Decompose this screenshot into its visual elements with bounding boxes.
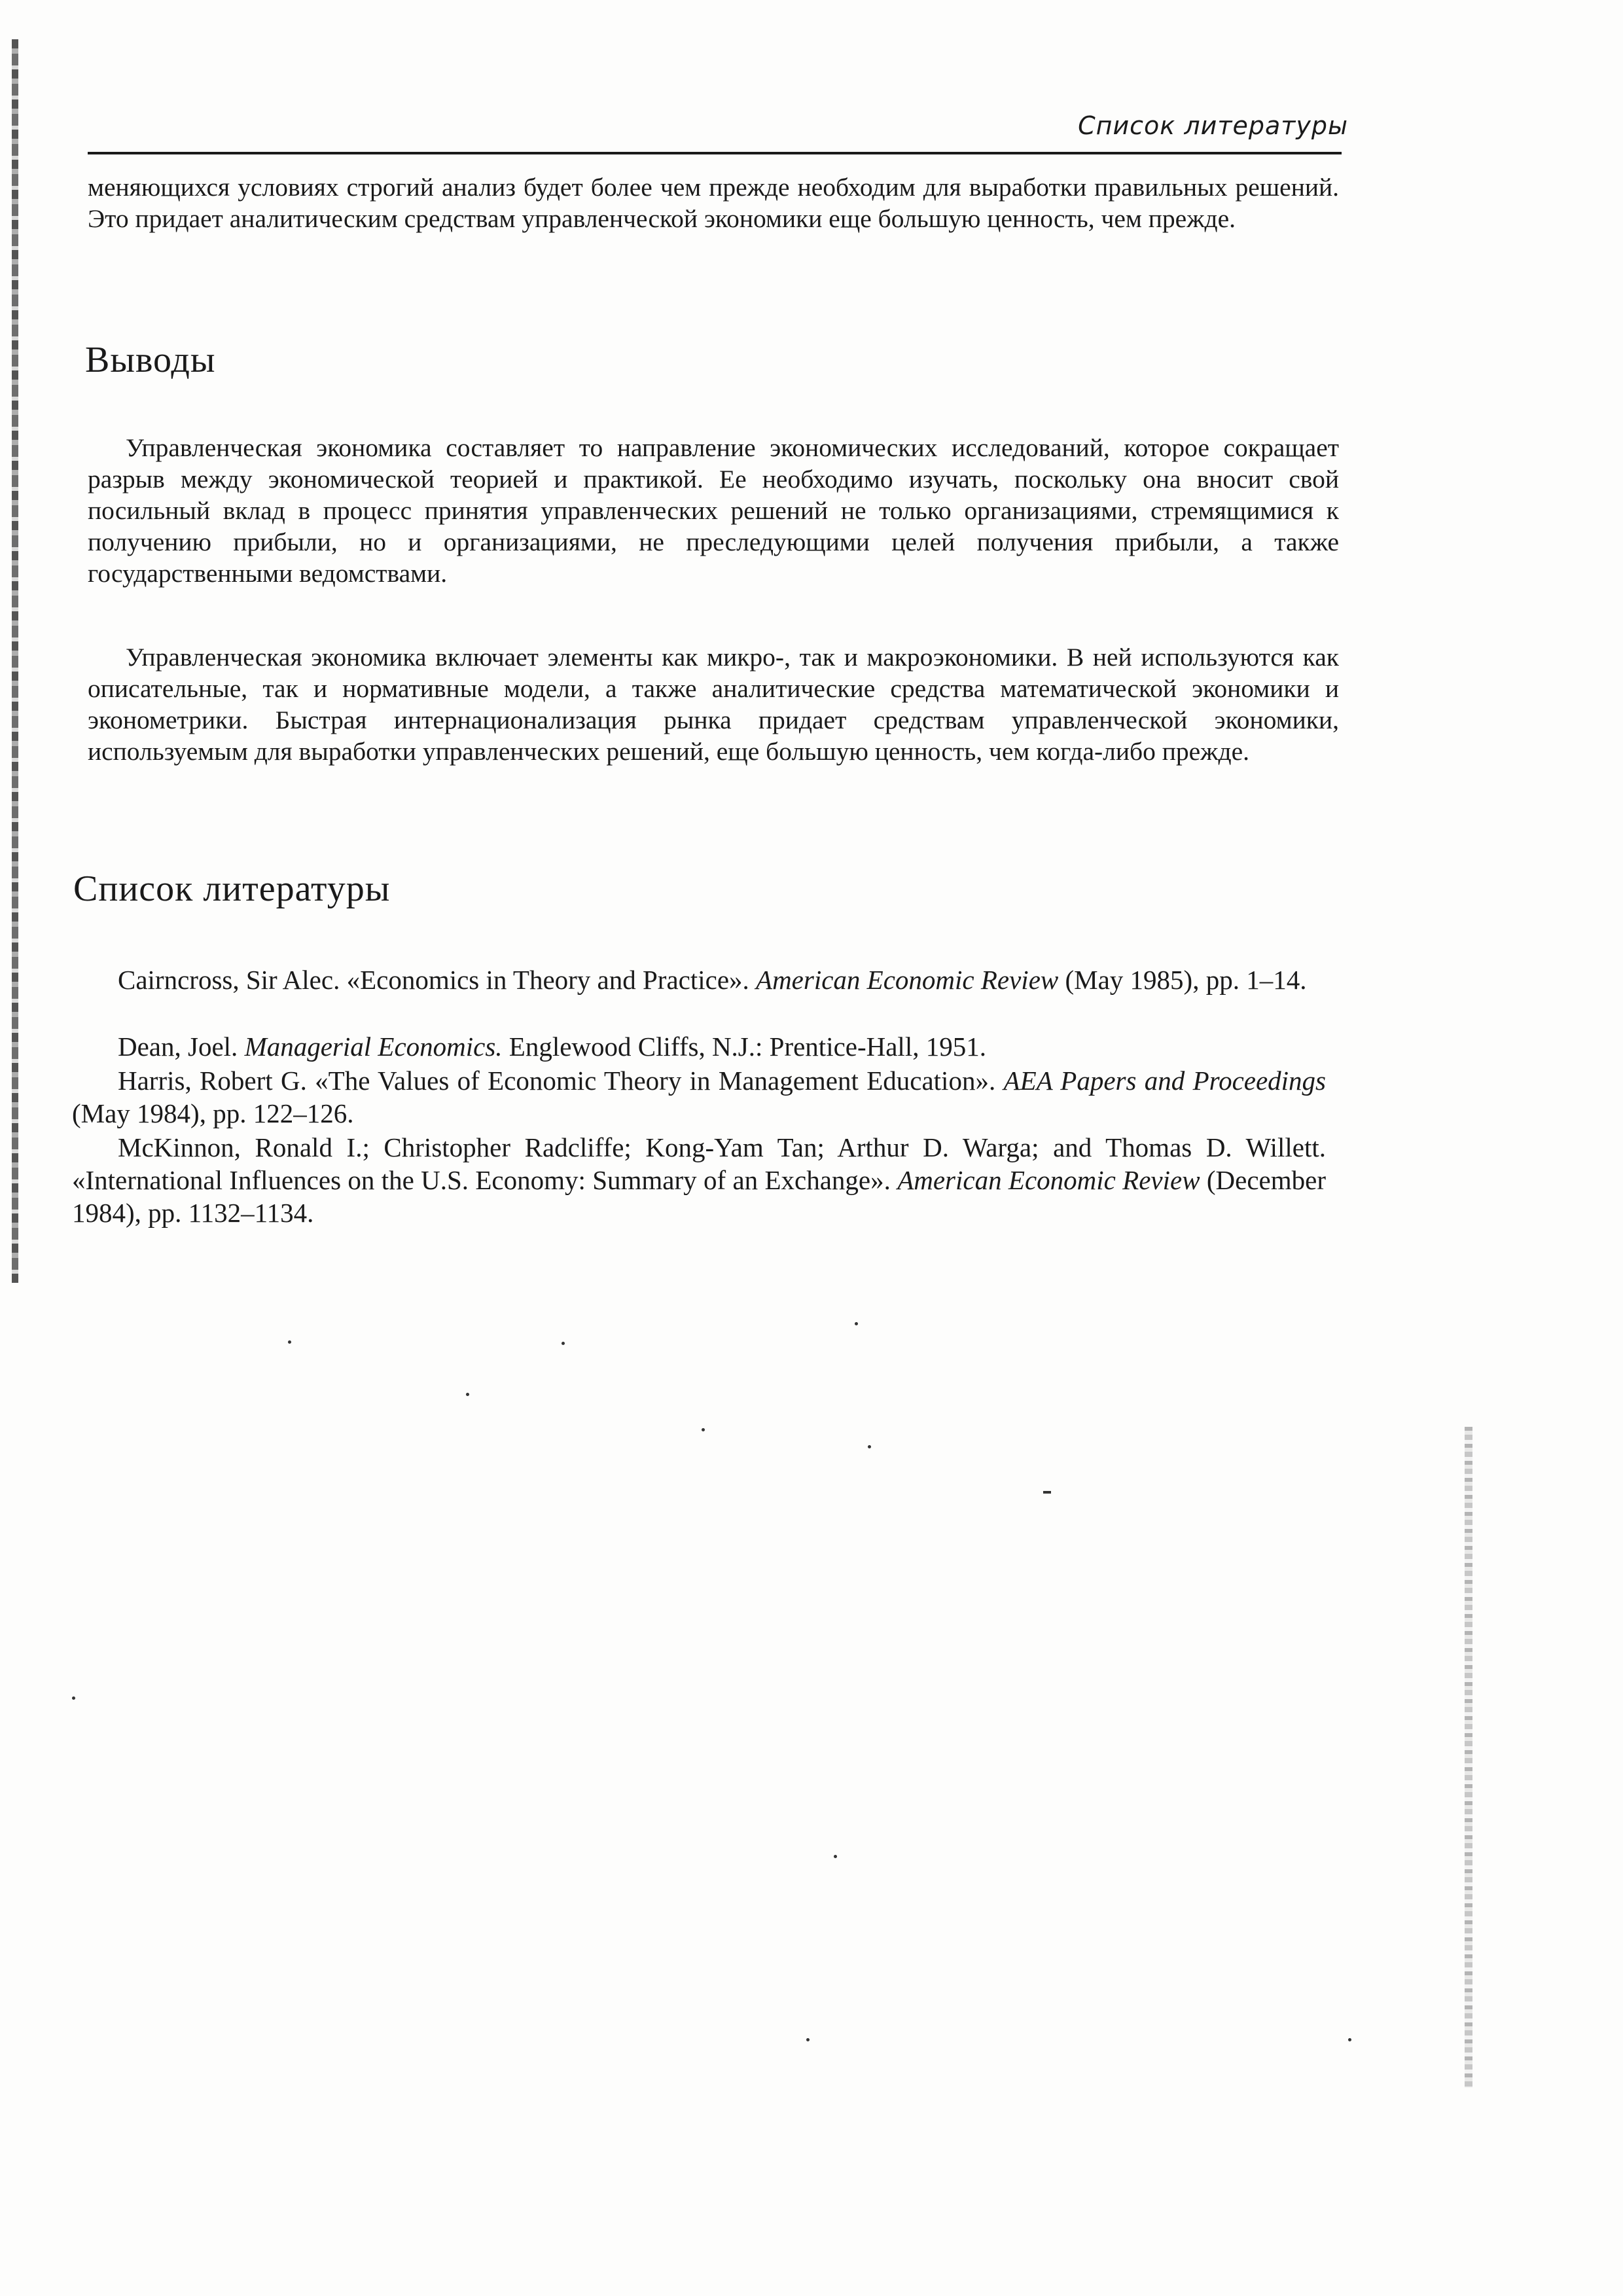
- scan-speck: [868, 1445, 871, 1448]
- reference-text: Harris, Robert G. «The Values of Economic Theory in Management Education».: [118, 1066, 1004, 1096]
- scan-speck: [1043, 1491, 1051, 1494]
- reference-item-1: [72, 963, 1326, 996]
- scan-edge-right: [1465, 1427, 1472, 2088]
- scan-edge-left: [12, 39, 18, 1283]
- scan-speck: [562, 1342, 565, 1345]
- reference-journal: American Economic Review: [756, 965, 1059, 995]
- reference-journal: AEA Papers and Proceedings: [1003, 1066, 1327, 1096]
- reference-text: McKinnon, Ronald I.; Christopher Radcliffe; Kong-Yam Tan; Arthur D. Warga; and Thomas D. Willett. «International Influences on the U.S. Economy: Summary of an Exchange».: [72, 1132, 1326, 1195]
- reference-text: (May 1985), pp. 1–14.: [1058, 965, 1307, 995]
- conclusions-heading: Выводы: [85, 340, 216, 380]
- scan-speck: [834, 1855, 837, 1858]
- reference-journal: American Economic Review: [897, 1165, 1200, 1195]
- reference-item-2: [72, 1030, 1326, 1063]
- reference-text: (May 1984), pp. 122–126.: [72, 1098, 354, 1128]
- scan-speck: [1348, 2038, 1351, 2041]
- reference-text: Dean, Joel.: [118, 1031, 245, 1062]
- header-rule: [88, 152, 1342, 154]
- scan-speck: [466, 1393, 469, 1396]
- running-header-title: Список литературы: [1078, 111, 1348, 140]
- reference-item-3: [72, 1064, 1326, 1130]
- reference-item-4: [72, 1131, 1326, 1229]
- references-heading: Список литературы: [73, 869, 391, 909]
- reference-text: (December 1984), pp. 1132–1134.: [72, 1165, 1326, 1228]
- conclusions-paragraph-2: Управленческая экономика включает элементы как микро-, так и макроэкономики. В ней используются как описательные, так и нормативные модели, а также аналитические средства математической экономики и эконометрики. Быстрая интернационализация рынка придает средствам управленческой экономики, используемым для выработки управленческих решений, еще большую ценность, чем когда-либо прежде.: [88, 643, 1339, 766]
- scan-speck: [806, 2038, 810, 2041]
- reference-text: Englewood Cliffs, N.J.: Prentice-Hall, 1951.: [502, 1031, 986, 1062]
- intro-paragraph: меняющихся условиях строгий анализ будет более чем прежде необходим для выработки правильных решений. Это придает аналитическим средствам управленческой экономики еще большую ценность, чем прежде.: [88, 173, 1339, 233]
- scan-speck: [855, 1322, 858, 1325]
- conclusions-paragraph-1: Управленческая экономика составляет то направление экономических исследований, которое сокращает разрыв между экономической теорией и практикой. Ее необходимо изучать, поскольку она вносит свой посильный вклад в процесс принятия управленческих решений не только организациями, стремящимися к получению прибыли, но и организациями, не преследующими целей получения прибыли, а также государственными ведомствами.: [88, 433, 1339, 588]
- scan-speck: [702, 1428, 705, 1431]
- reference-journal: Managerial Economics.: [244, 1031, 503, 1062]
- scan-speck: [288, 1340, 291, 1344]
- reference-text: Cairncross, Sir Alec. «Economics in Theory and Practice».: [118, 965, 757, 995]
- scan-speck: [72, 1696, 75, 1700]
